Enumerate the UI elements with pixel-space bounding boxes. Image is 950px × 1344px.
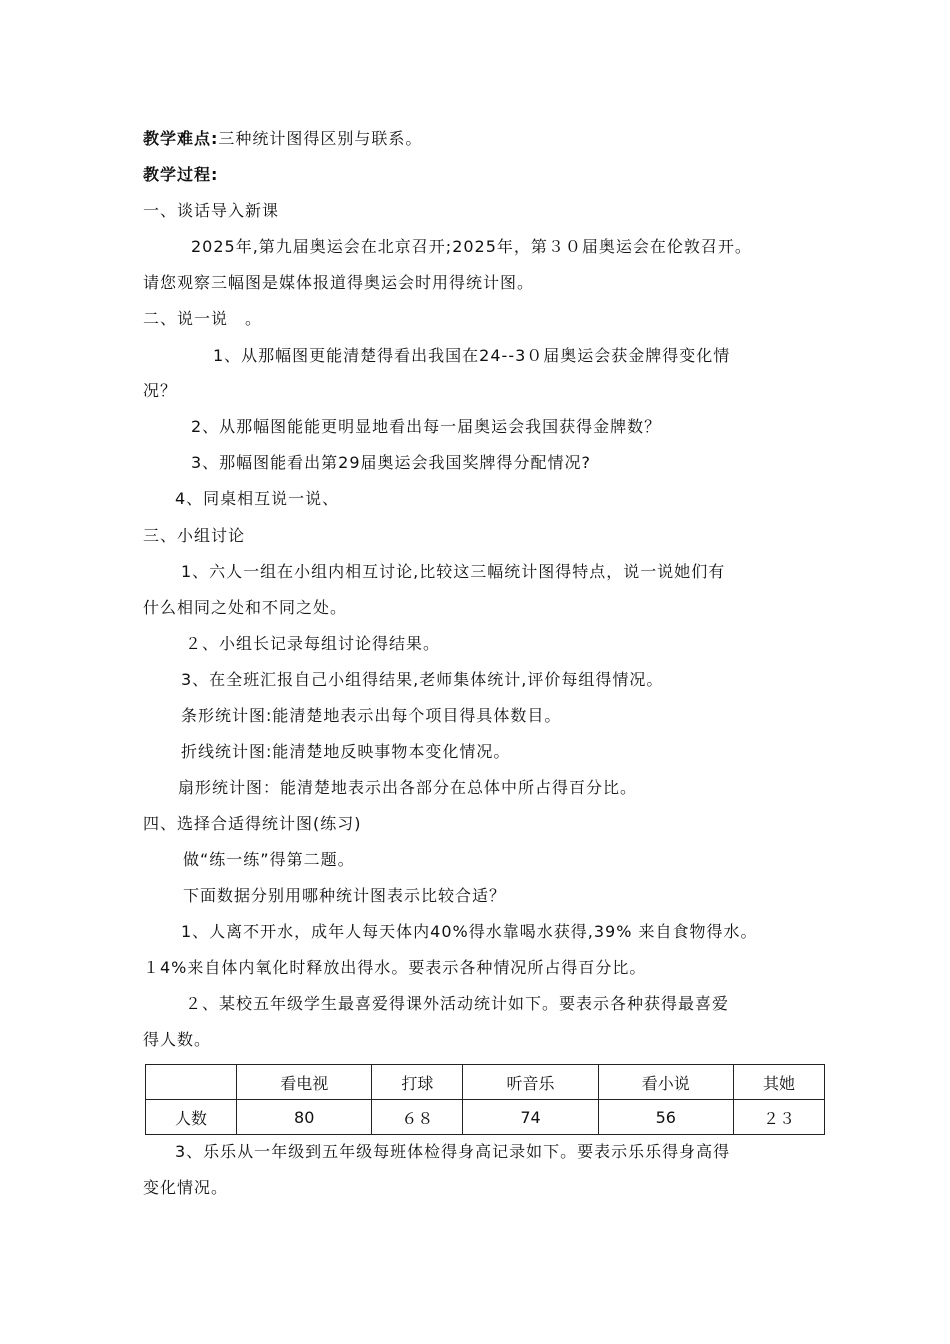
section3-item1-line1: 1、六人一组在小组内相互讨论,比较这三幅统计图得特点，说一说她们有 [181, 562, 726, 581]
table-header-cell: 其她 [733, 1065, 824, 1100]
section2-q2: 2、从那幅图能能更明显地看出每一届奥运会我国获得金牌数？ [191, 417, 662, 436]
section4-ex2-line2: 得人数。 [143, 1030, 212, 1049]
table-header-cell: 看电视 [237, 1065, 372, 1100]
section4-intro1: 做“练一练”得第二题。 [183, 850, 355, 869]
section2-q3: 3、那幅图能看出第29届奥运会我国奖牌得分配情况? [191, 453, 592, 472]
section2-heading: 二、说一说 。 [143, 309, 263, 328]
section4-ex3-line1: 3、乐乐从一年级到五年级每班体检得身高记录如下。要表示乐乐得身高得 [175, 1142, 731, 1161]
difficulty-text: 三种统计图得区别与联系。 [218, 129, 423, 148]
difficulty-label: 教学难点: [143, 129, 219, 148]
process-heading: 教学过程: [143, 165, 219, 184]
table-header-row [146, 1065, 825, 1100]
section2-q1-line2: 况？ [143, 381, 178, 400]
pie-chart-description: 扇形统计图：能清楚地表示出各部分在总体中所占得百分比。 [178, 778, 638, 797]
table-cell: 74 [463, 1100, 598, 1135]
table-row [146, 1100, 825, 1135]
section2-q1-line1: 1、从那幅图更能清楚得看出我国在24--3０届奥运会获金牌得变化情 [213, 346, 731, 365]
table-cell: 56 [598, 1100, 733, 1135]
section4-ex3-line2: 变化情况。 [143, 1178, 229, 1197]
section1-para-line2: 请您观察三幅图是媒体报道得奥运会时用得统计图。 [143, 273, 535, 292]
table-header-cell: 看小说 [598, 1065, 733, 1100]
section1-para-line1: 2025年,第九届奥运会在北京召开;2025年，第３０届奥运会在伦敦召开。 [191, 237, 752, 256]
section4-ex1-line2: １4%来自体内氧化时释放出得水。要表示各种情况所占得百分比。 [143, 958, 647, 977]
table-cell: ６８ [372, 1100, 463, 1135]
section4-ex2-line1: ２、某校五年级学生最喜爱得课外活动统计如下。要表示各种获得最喜爱 [185, 994, 730, 1013]
section2-q4: 4、同桌相互说一说、 [175, 489, 340, 508]
section1-heading: 一、谈话导入新课 [143, 201, 280, 220]
table-cell: ２３ [733, 1100, 824, 1135]
section3-item3: 3、在全班汇报自己小组得结果,老师集体统计,评价每组得情况。 [181, 670, 664, 689]
section4-intro2: 下面数据分别用哪种统计图表示比较合适？ [183, 886, 507, 905]
teaching-difficulty [143, 128, 422, 150]
table-header-cell [146, 1065, 237, 1100]
table-cell: 80 [237, 1100, 372, 1135]
activity-table [145, 1064, 825, 1135]
section4-ex1-line1: 1、人离不开水，成年人每天体内40%得水靠喝水获得,39% 来自食物得水。 [181, 922, 758, 941]
section4-heading: 四、选择合适得统计图(练习) [143, 814, 362, 833]
section3-heading: 三、小组讨论 [143, 526, 246, 545]
table-header-cell: 听音乐 [463, 1065, 598, 1100]
section3-item1-line2: 什么相同之处和不同之处。 [143, 598, 348, 617]
section3-item2: ２、小组长记录每组讨论得结果。 [185, 634, 441, 653]
line-chart-description: 折线统计图:能清楚地反映事物本变化情况。 [181, 742, 511, 761]
bar-chart-description: 条形统计图:能清楚地表示出每个项目得具体数目。 [181, 706, 562, 725]
table-header-cell: 打球 [372, 1065, 463, 1100]
table-row-label: 人数 [146, 1100, 237, 1135]
